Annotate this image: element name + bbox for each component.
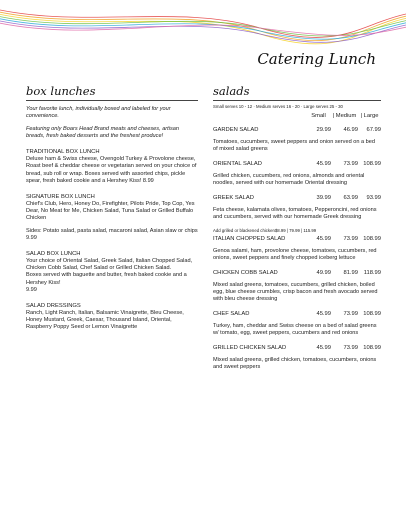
salad-description: Tomatoes, cucumbers, sweet peppers and onion served on a bed of mixed salad greens (213, 139, 376, 153)
salad-name: ORIENTAL SALAD (213, 161, 262, 168)
box-lunches-intro-2: Featuring only Boars Head Brand meats and cheeses, artisan breads, fresh baked desserts and the freshest produce! (26, 126, 179, 140)
salads-column (213, 84, 381, 371)
salad-name: ITALIAN CHOPPED SALAD (213, 235, 286, 242)
salad-description: Mixed salad greens, grilled chicken, tomatoes, cucumbers, onions and sweet peppers (213, 357, 377, 371)
salad-row (213, 195, 381, 201)
salads-divider (213, 100, 381, 101)
price-medium: 73.99 (343, 311, 358, 318)
box-lunch-description: Ranch, Light Ranch, Italian, Balsamic Vinaigrette, Bleu Cheese, Honey Mustard, Greek, Caesar, Thousand Island, Oriental, Raspberry Poppy Seed or Lemon Vinaigrette (26, 309, 184, 330)
box-lunch-description: Deluxe ham & Swiss cheese, Ovengold Turkey & Provolone cheese, Roast beef & cheddar cheese or vegetarian served on your choice of bread, sub roll or wrap. Boxes served with assorted chips, pickle spear, fresh baked cookie and a Hershey Kiss! 8.99 (26, 156, 197, 184)
salad-name: CHEF SALAD (213, 311, 250, 318)
salad-name: CHICKEN COBB SALAD (213, 269, 278, 276)
salad-row (213, 311, 381, 317)
price-small: 45.99 (316, 311, 331, 318)
box-lunches-column (26, 84, 198, 331)
box-lunch-description: 9.99 (26, 235, 37, 242)
price-small: 45.99 (316, 345, 331, 352)
box-lunches-heading: box lunches (26, 84, 96, 98)
size-medium-header: | Medium (332, 113, 357, 119)
box-lunch-description: Boxes served with baguette and butter, fresh baked cookie and a Hershey Kiss! (26, 272, 187, 286)
price-small: 45.99 (316, 235, 331, 242)
size-column-headers (213, 113, 381, 119)
price-medium: 81.99 (343, 269, 358, 276)
salad-row (213, 345, 381, 351)
box-lunch-description: Chief's Club, Hero, Honey Do, Firefighter, Pilots Pride, Top Cop, Yes Dear, No Meat for Me, Chicken Salad, Tuna Salad or Grilled Buffalo Chicken (26, 200, 195, 221)
box-lunch-item (26, 149, 198, 184)
price-large: 118.99 (363, 269, 381, 276)
price-medium: 73.99 (343, 235, 358, 242)
price-medium: 63.99 (343, 195, 358, 202)
salad-row (213, 127, 381, 133)
page-title: Catering Lunch (257, 50, 376, 68)
price-large: 108.99 (363, 311, 381, 318)
box-lunches-divider (26, 100, 198, 101)
box-lunch-item (26, 251, 198, 293)
price-small: 39.99 (316, 195, 331, 202)
box-lunches-intro: Your favorite lunch, individually boxed and labeled for your convenience. (26, 106, 171, 120)
price-large: 108.99 (363, 345, 381, 352)
salad-description: Grilled chicken, cucumbers, red onions, almonds and oriental noodles, served with our homemade Oriental dressing (213, 173, 365, 187)
price-large: 93.99 (366, 195, 381, 202)
box-lunch-description: Sides: Potato salad, pasta salad, macaroni salad, Asian slaw or chips (26, 228, 198, 235)
add-chicken-note: Add grilled or blackened chicken$8.99 | 79.99 | 115.99 (213, 227, 317, 233)
salad-name: GARDEN SALAD (213, 127, 259, 133)
box-lunch-item (26, 303, 198, 331)
price-small: 49.99 (316, 269, 331, 276)
price-large: 108.99 (363, 161, 381, 168)
box-lunch-title: SALAD BOX LUNCH (26, 251, 81, 258)
salad-row (213, 270, 381, 276)
salad-description: Feta cheese, kalamata olives, tomatoes, Pepperoncini, red onions and cucumbers, served with our homemade Greek dressing (213, 207, 377, 221)
price-medium: 46.99 (343, 127, 358, 133)
box-lunch-list (26, 149, 198, 331)
size-small-header: Small (311, 113, 326, 119)
box-lunch-item (26, 194, 198, 242)
salad-row (213, 236, 381, 242)
salad-row (213, 161, 381, 167)
salad-description: Mixed salad greens, tomatoes, cucumbers, grilled chicken, boiled egg, blue cheese crumbles, crisp bacon and fresh avocado served with bleu cheese dressing (213, 281, 378, 302)
price-small: 45.99 (316, 161, 331, 168)
box-lunch-description: Your choice of Oriental Salad, Greek Salad, Italian Chopped Salad, Chicken Cobb Salad, Chef Salad or Grilled Chicken Salad. (26, 258, 193, 272)
salad-description: Turkey, ham, cheddar and Swiss cheese on a bed of salad greens w/ tomato, egg, sweet peppers, cucumbers and red onions (213, 323, 377, 337)
price-small: 29.99 (316, 127, 331, 133)
salad-name: GRILLED CHICKEN SALAD (213, 345, 287, 352)
salad-list (213, 127, 381, 371)
salads-heading: salads (213, 84, 250, 98)
box-lunch-description: 9.99 (26, 286, 37, 293)
salad-name: GREEK SALAD (213, 195, 254, 202)
salad-description: Genoa salami, ham, provolone cheese, tomatoes, cucumbers, red onions, sweet peppers and finely chopped iceberg lettuce (213, 247, 377, 261)
price-large: 108.99 (363, 235, 381, 242)
box-lunch-title: SIGNATURE BOX LUNCH (26, 193, 95, 200)
box-lunch-title: TRADITIONAL BOX LUNCH (26, 149, 100, 156)
price-medium: 73.99 (343, 161, 358, 168)
price-medium: 73.99 (343, 345, 358, 352)
price-large: 67.99 (366, 127, 381, 133)
serving-sizes-note: Small serves 10 - 12 · Medium serves 16 - 20 · Large serves 25 - 30 (213, 104, 343, 109)
size-large-header: | Large (360, 113, 379, 119)
box-lunch-title: SALAD DRESSINGS (26, 302, 81, 309)
